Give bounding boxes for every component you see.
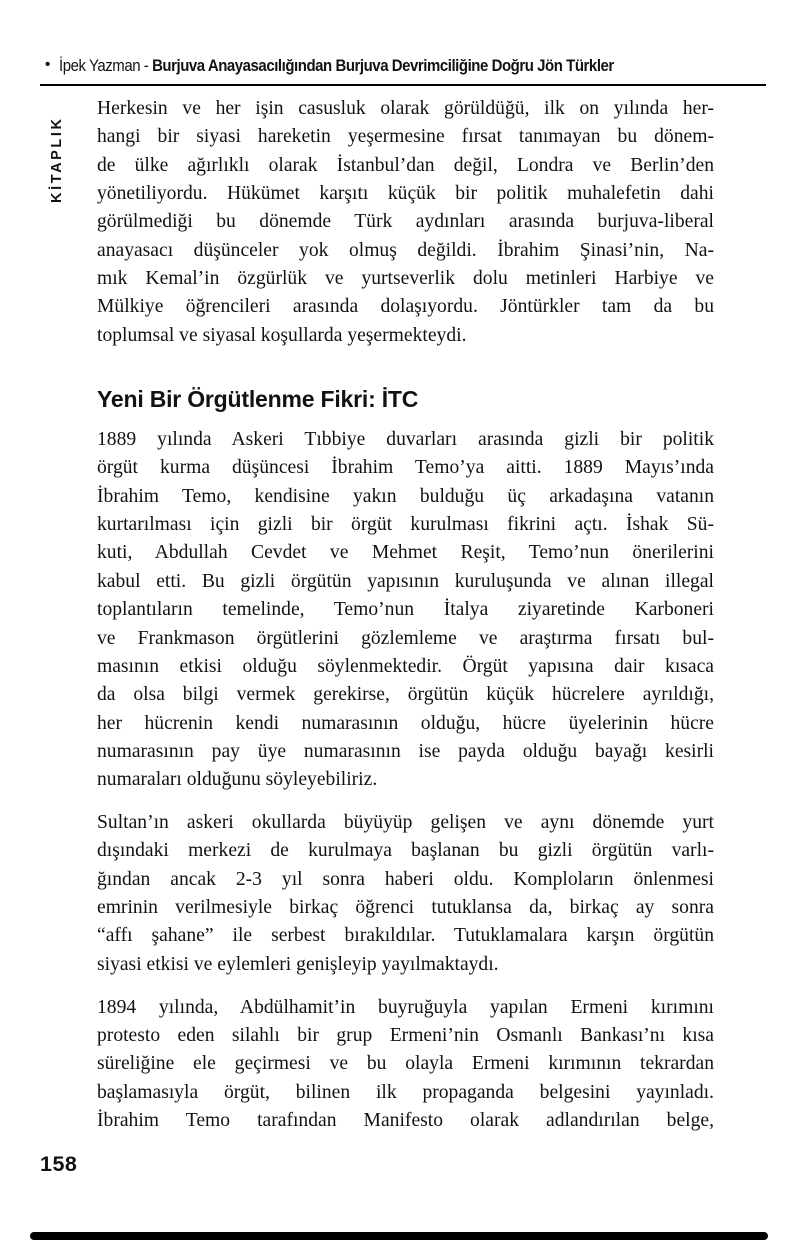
text-line: numarasının pay üye numarasının ise payda olduğu bayağı kesirli: [97, 740, 714, 762]
section-heading: Yeni Bir Örgütlenme Fikri: İTC: [97, 386, 419, 413]
text-line: toplumsal ve siyasal koşullarda yeşermekteydi.: [97, 324, 467, 346]
header-divider: [40, 84, 766, 86]
text-line: mık Kemal’in özgürlük ve yurtseverlik dolu metinleri Harbiye ve: [97, 268, 714, 290]
text-line: kurtarılması için gizli bir örgüt kurulması fikrini açtı. İshak Sü-: [97, 514, 714, 536]
text-line: her hücrenin kendi numarasının olduğu, hücre üyelerinin hücre: [97, 712, 714, 734]
text-line: 1889 yılında Askeri Tıbbiye duvarları arasında gizli bir politik: [97, 429, 714, 451]
text-line: masının etkisi olduğu söylenmektedir. Örgüt yapısına dair kısaca: [97, 655, 714, 677]
text-line: Sultan’ın askeri okullarda büyüyüp gelişen ve aynı dönemde yurt: [97, 812, 714, 834]
text-line: 1894 yılında, Abdülhamit’in buyruğuyla yapılan Ermeni kırımını: [97, 996, 714, 1018]
text-line: siyasi etkisi ve eylemleri genişleyip yayılmaktaydı.: [97, 953, 499, 975]
header-author: İpek Yazman -: [59, 56, 153, 75]
page-bottom-bar: [30, 1232, 768, 1240]
series-label-vertical: KİTAPLIK: [49, 116, 65, 203]
text-line: ğından ancak 2-3 yıl sonra haberi oldu. Komploların önlenmesi: [97, 868, 714, 890]
text-line: kuti, Abdullah Cevdet ve Mehmet Reşit, Temo’nun önerilerini: [97, 542, 714, 564]
bullet-icon: •: [45, 56, 51, 73]
text-line: kabul etti. Bu gizli örgütün yapısının kuruluşunda ve alınan illegal: [97, 570, 714, 592]
text-line: süreliğine ele geçirmesi ve bu olayla Ermeni kırımının tekrardan: [97, 1053, 714, 1075]
text-line: dışındaki merkezi de kurulmaya başlanan bu gizli örgütün varlı-: [97, 840, 714, 862]
text-line: Herkesin ve her işin casusluk olarak görüldüğü, ilk on yılında her-: [97, 98, 714, 119]
text-line: da olsa bilgi vermek gerekirse, örgütün küçük hücrelere ayrıldığı,: [97, 684, 714, 706]
running-head-text: [59, 56, 614, 76]
running-head: [45, 56, 690, 76]
text-line: ve Frankmason örgütlerini gözlemleme ve araştırma fırsatı bul-: [97, 627, 714, 649]
header-book-title: Burjuva Anayasacılığından Burjuva Devrimciliğine Doğru Jön Türkler: [152, 56, 615, 75]
text-line: “affı şahane” ile serbest bırakıldılar. Tutuklamalara karşın örgütün: [97, 925, 714, 947]
paragraph-2: [97, 426, 714, 794]
paragraph-3: [97, 809, 714, 979]
text-line: Mülkiye öğrencileri arasında dolaşıyordu. Jöntürkler tam da bu: [97, 296, 714, 318]
text-line: protesto eden silahlı bir grup Ermeni’nin Osmanlı Bankası’nı kısa: [97, 1024, 714, 1046]
text-line: toplantıların temelinde, Temo’nun İtalya ziyaretinde Karboneri: [97, 599, 714, 621]
text-line: emrinin verilmesiyle birkaç öğrenci tutuklansa da, birkaç ay sonra: [97, 897, 714, 919]
text-line: numaraları olduğunu söyleyebiliriz.: [97, 769, 378, 791]
text-line: de ülke ağırlıklı olarak İstanbul’dan değil, Londra ve Berlin’den: [97, 154, 714, 176]
text-line: görülmediği bu dönemde Türk aydınları arasında burjuva-liberal: [97, 211, 714, 233]
text-line: hangi bir siyasi hareketin yeşermesine fırsat tanımayan bu dönem-: [97, 126, 714, 148]
page-number: 158: [40, 1152, 78, 1176]
paragraph-1: [97, 95, 714, 350]
text-line: anayasacı düşünceler yok olmuş değildi. İbrahim Şinasi’nin, Na-: [97, 239, 714, 261]
text-line: örgüt kurma düşüncesi İbrahim Temo’ya aitti. 1889 Mayıs’ında: [97, 457, 714, 479]
text-line: yönetiliyordu. Hükümet karşıtı küçük bir politik muhalefetin dahi: [97, 183, 714, 205]
text-line: İbrahim Temo tarafından Manifesto olarak adlandırılan belge,: [97, 1110, 714, 1131]
text-line: İbrahim Temo, kendisine yakın bulduğu üç arkadaşına vatanın: [97, 485, 714, 507]
text-line: başlamasıyla örgüt, bilinen ilk propaganda belgesini yayınladı.: [97, 1081, 714, 1103]
paragraph-4: [97, 994, 714, 1136]
page-body: [97, 95, 714, 1150]
